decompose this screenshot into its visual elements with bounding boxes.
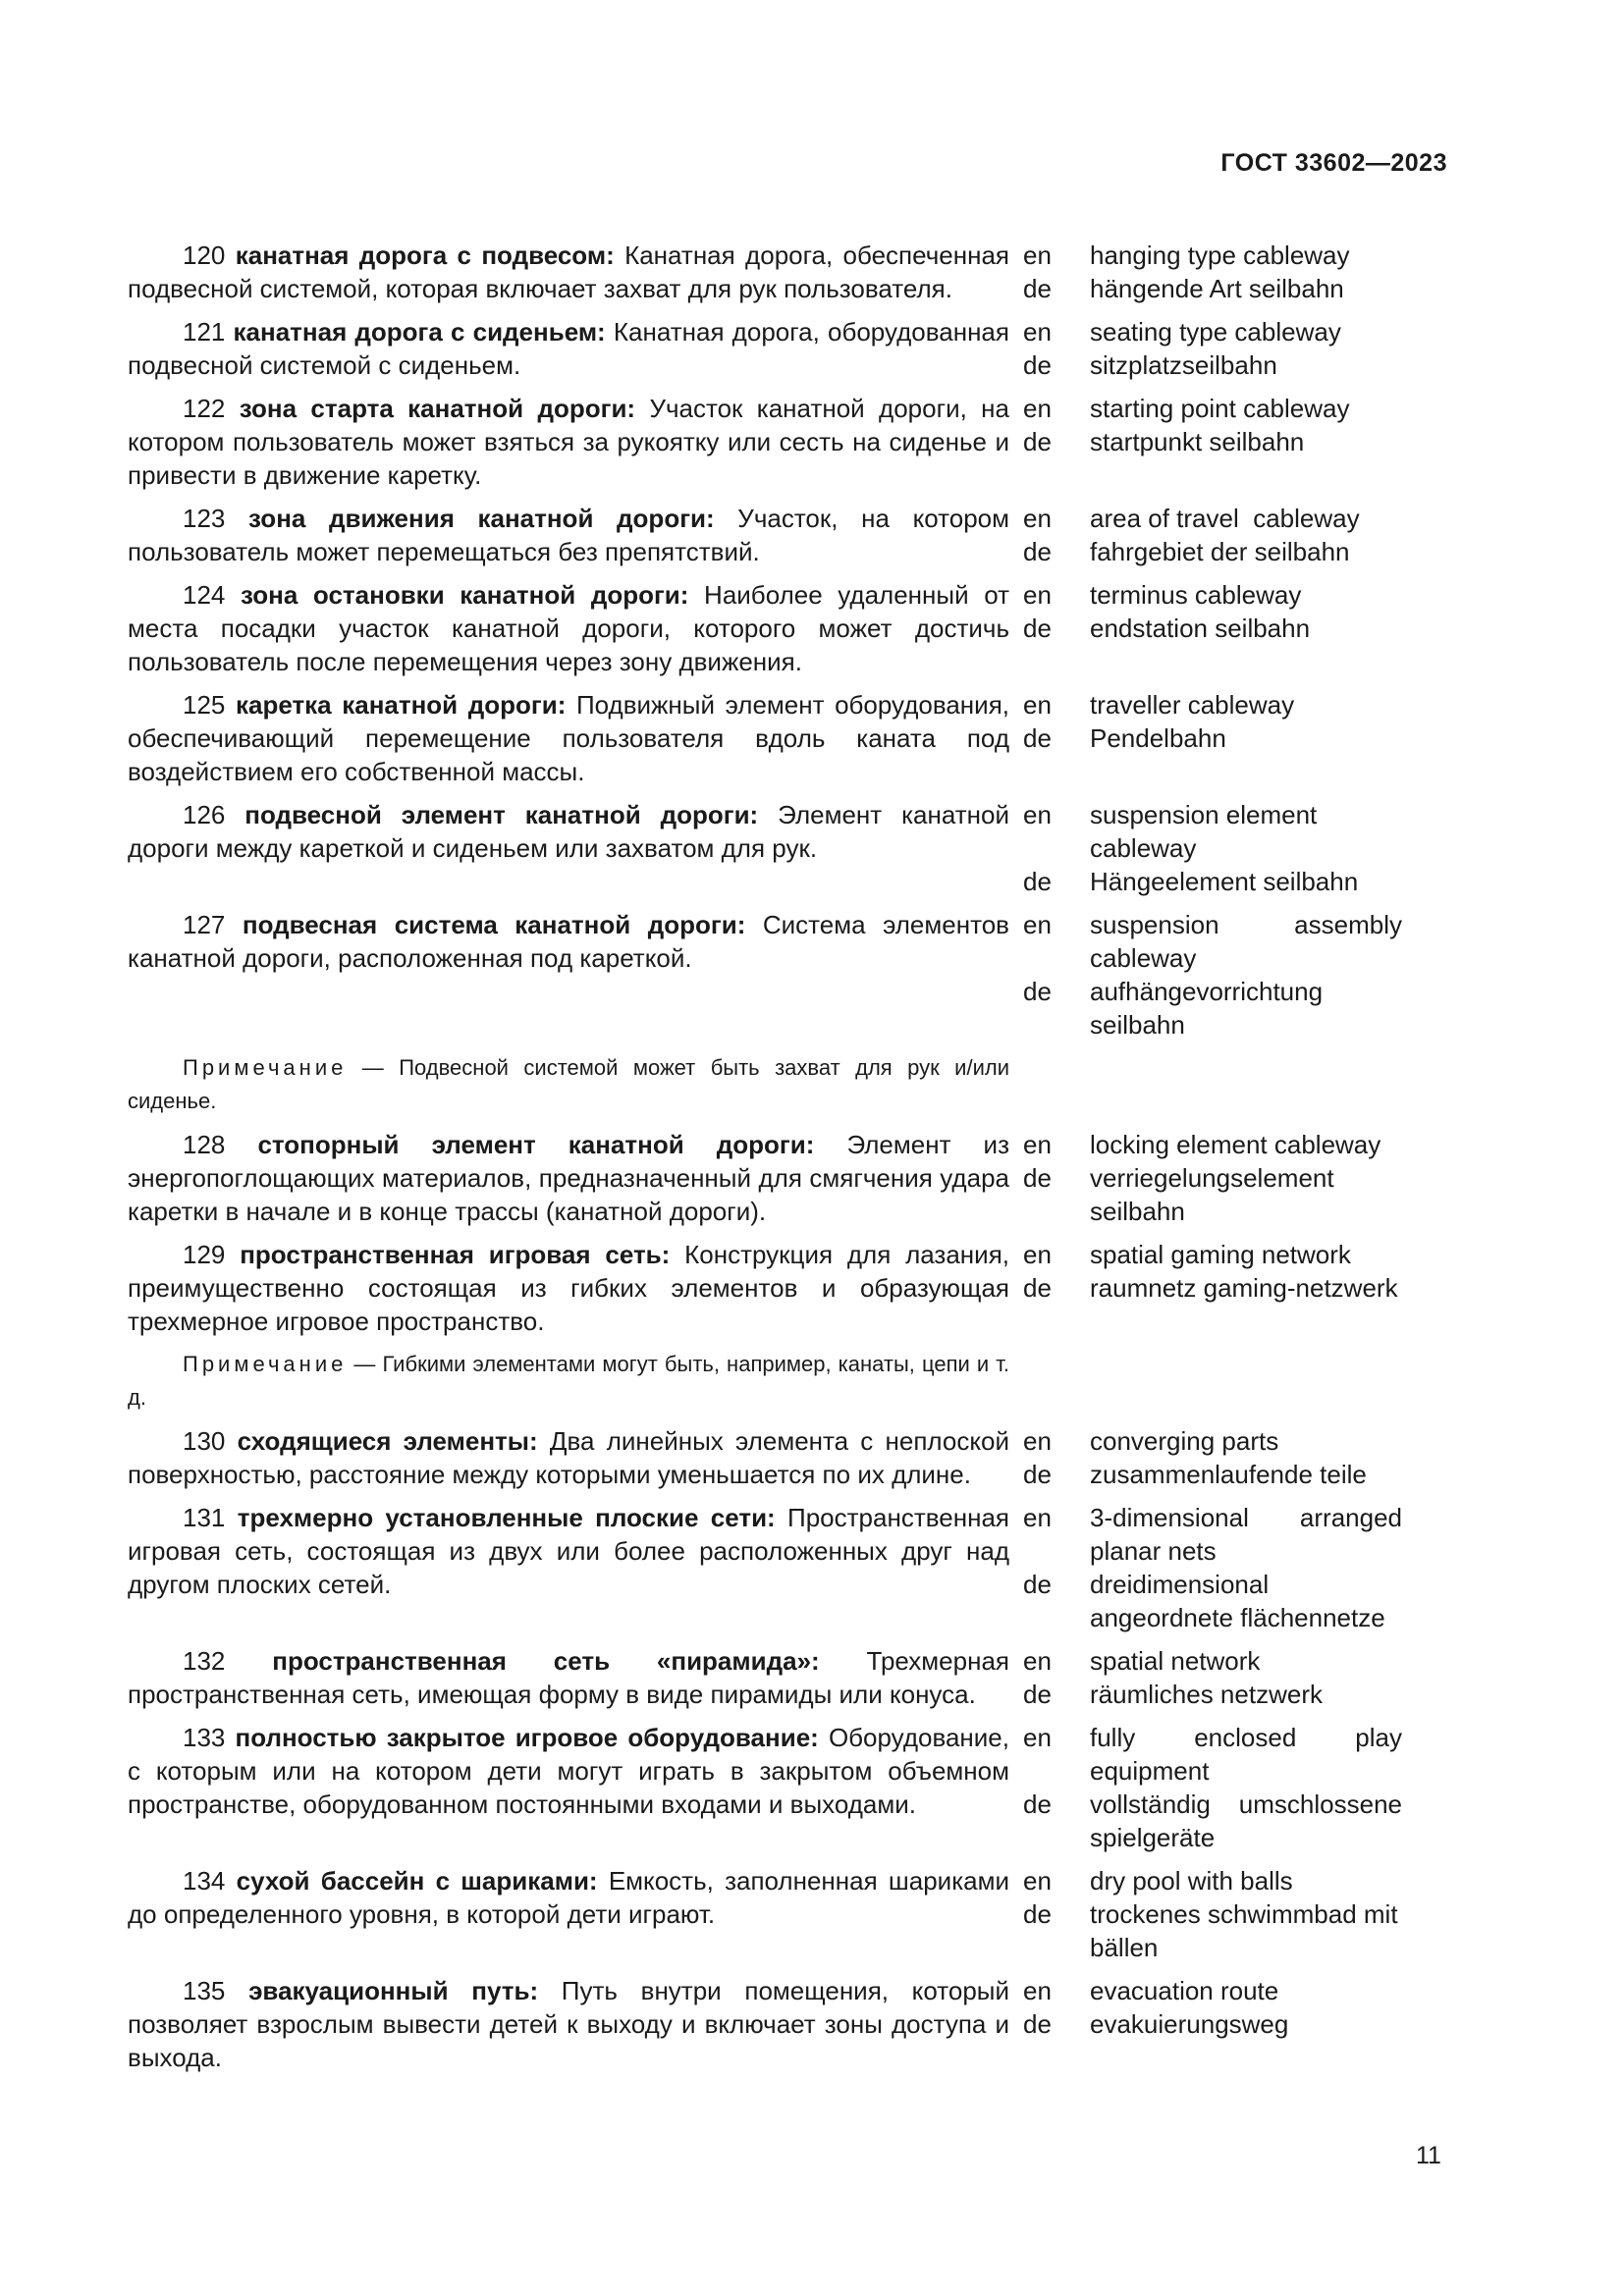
term-title: эвакуационный путь:	[248, 1976, 539, 2005]
translation-en: spatial gaming network	[1090, 1240, 1351, 1269]
term-entry-131	[128, 1501, 1434, 1634]
translation-en: seating type cableway	[1090, 317, 1341, 347]
term-definition: 133 полностью закрытое игровое оборудование: Оборудование, с которым или на котором дети могут играть в закрытом объемном пространстве, оборудованном постоянными входами и выходами.	[128, 1723, 1009, 1819]
lang-code-en: en	[1023, 317, 1052, 347]
lang-code-de: de	[1023, 1680, 1052, 1709]
term-entry-126	[128, 798, 1434, 898]
translation-de: vollständig umschlossene spielgeräte	[1090, 1789, 1402, 1852]
lang-code-en: en	[1023, 910, 1052, 939]
lang-code-de: de	[1023, 1460, 1052, 1489]
translation-de: endstation seilbahn	[1090, 614, 1311, 643]
term-definition: 130 сходящиеся элементы: Два линейных элемента с неплоской поверхностью, расстояние между которыми уменьшается по их длине.	[128, 1426, 1010, 1489]
term-entry-127	[128, 908, 1434, 1041]
term-entry-128	[128, 1128, 1434, 1228]
note-label: Примечание	[183, 1352, 348, 1376]
document-header: ГОСТ 33602—2023	[1220, 149, 1447, 177]
note-129: Примечание — Гибкими элементами могут быть, например, канаты, цепи и т. д.	[128, 1352, 1009, 1410]
translation-de: räumliches netzwerk	[1090, 1680, 1323, 1709]
term-definition: 120 канатная дорога с подвесом: Канатная дорога, обеспеченная подвесной системой, которая включает захват для рук пользователя.	[128, 240, 1009, 303]
translations	[1023, 1238, 1434, 1338]
term-title: полностью закрытое игровое оборудование:	[235, 1723, 819, 1752]
translations	[1023, 1974, 1434, 2074]
term-title: каретка канатной дороги:	[235, 690, 567, 720]
term-title: канатная дорога с подвесом:	[235, 240, 615, 270]
lang-code-de: de	[1023, 274, 1052, 303]
lang-code-de: de	[1023, 1789, 1052, 1819]
lang-code-en: en	[1023, 1976, 1052, 2005]
translation-en: starting point cableway	[1090, 394, 1350, 423]
term-entry-129	[128, 1238, 1434, 1338]
translations	[1023, 1128, 1434, 1228]
lang-code-en: en	[1023, 580, 1052, 610]
lang-code-en: en	[1023, 690, 1052, 720]
terms-list	[128, 239, 1434, 2084]
lang-code-de: de	[1023, 614, 1052, 643]
lang-code-en: en	[1023, 1723, 1052, 1752]
lang-code-en: en	[1023, 1503, 1052, 1532]
translation-en: area of travel cableway	[1090, 504, 1360, 533]
term-entry-133	[128, 1721, 1434, 1854]
lang-code-de: de	[1023, 1163, 1052, 1193]
term-title: сухой бассейн с шариками:	[236, 1866, 598, 1896]
note-label: Примечание	[183, 1055, 348, 1080]
lang-code-de: de	[1023, 723, 1052, 753]
translation-en: dry pool with balls	[1090, 1866, 1293, 1896]
translations	[1023, 1864, 1434, 1964]
term-definition: 131 трехмерно установленные плоские сети: Пространственная игровая сеть, состоящая из двух или более расположенных друг над другом плоских сетей.	[128, 1503, 1009, 1599]
translations	[1023, 798, 1434, 898]
translation-de: verriegelungselement seilbahn	[1090, 1163, 1334, 1226]
term-title: зона движения канатной дороги:	[248, 504, 715, 533]
term-definition: 127 подвесная система канатной дороги: Система элементов канатной дороги, расположенная под кареткой.	[128, 910, 1009, 973]
translation-en: hanging type cableway	[1090, 240, 1350, 270]
term-title: пространственная игровая сеть:	[240, 1240, 671, 1269]
term-title: зона старта канатной дороги:	[239, 394, 636, 423]
term-entry-134	[128, 1864, 1434, 1964]
term-definition: 134 сухой бассейн с шариками: Емкость, заполненная шариками до определенного уровня, в которой дети играют.	[128, 1866, 1009, 1929]
translation-de: sitzplatzseilbahn	[1090, 350, 1277, 380]
term-entry-132	[128, 1644, 1434, 1711]
term-title: подвесной элемент канатной дороги:	[244, 800, 759, 829]
translation-de: raumnetz gaming-netzwerk	[1090, 1273, 1398, 1303]
lang-code-de: de	[1023, 350, 1052, 380]
translations	[1023, 908, 1434, 1041]
term-definition: 124 зона остановки канатной дороги: Наиболее удаленный от места посадки участок канатной дороги, которого может достичь пользователь после перемещения через зону движения.	[128, 580, 1009, 676]
term-definition: 123 зона движения канатной дороги: Участок, на котором пользователь может перемещаться без препятствий.	[128, 504, 1009, 566]
lang-code-en: en	[1023, 1426, 1052, 1456]
lang-code-de: de	[1023, 537, 1052, 566]
lang-code-de: de	[1023, 427, 1052, 456]
lang-code-en: en	[1023, 1130, 1052, 1159]
lang-code-de: de	[1023, 977, 1052, 1006]
page-number: 11	[1416, 2142, 1441, 2169]
lang-code-en: en	[1023, 394, 1052, 423]
translation-de: evakuierungsweg	[1090, 2009, 1289, 2039]
translation-de: hängende Art seilbahn	[1090, 274, 1344, 303]
term-title: канатная дорога с сиденьем:	[233, 317, 606, 347]
term-entry-121	[128, 315, 1434, 382]
translation-en: evacuation route	[1090, 1976, 1279, 2005]
lang-code-en: en	[1023, 1646, 1052, 1676]
term-definition: 126 подвесной элемент канатной дороги: Элемент канатной дороги между кареткой и сиденьем или захватом для рук.	[128, 800, 1009, 863]
translation-de: Pendelbahn	[1090, 723, 1226, 753]
term-title: пространственная сеть «пирамида»:	[272, 1646, 820, 1676]
term-title: подвесная система канатной дороги:	[242, 910, 746, 939]
translations	[1023, 315, 1434, 382]
term-definition: 121 канатная дорога с сиденьем: Канатная дорога, оборудованная подвесной системой с сиденьем.	[128, 317, 1009, 380]
translation-en: traveller cableway	[1090, 690, 1295, 720]
translation-de: trockenes schwimmbad mit bällen	[1090, 1899, 1398, 1962]
term-title: сходящиеся элементы:	[237, 1426, 538, 1456]
translation-en: suspension assembly cableway	[1090, 910, 1402, 973]
translations	[1023, 688, 1434, 788]
lang-code-de: de	[1023, 867, 1052, 896]
lang-code-de: de	[1023, 2009, 1052, 2039]
translations	[1023, 239, 1434, 305]
term-entry-124	[128, 578, 1434, 678]
term-definition: 128 стопорный элемент канатной дороги: Элемент из энергопоглощающих материалов, предназначенный для смягчения удара каретки в начале и в конце трассы (канатной дороги).	[128, 1130, 1009, 1226]
term-entry-123	[128, 502, 1434, 568]
translations	[1023, 502, 1434, 568]
lang-code-de: de	[1023, 1273, 1052, 1303]
term-definition: 122 зона старта канатной дороги: Участок канатной дороги, на котором пользователь может взяться за рукоятку или сесть на сиденье и привести в движение каретку.	[128, 394, 1009, 490]
translation-en: suspension element cableway	[1090, 800, 1318, 863]
term-entry-130	[128, 1424, 1434, 1491]
translation-en: spatial network	[1090, 1646, 1261, 1676]
lang-code-en: en	[1023, 1240, 1052, 1269]
translation-de: zusammenlaufende teile	[1090, 1460, 1367, 1489]
term-title: трехмерно установленные плоские сети:	[237, 1503, 776, 1532]
translation-de: dreidimensional angeordnete flächennetze	[1090, 1570, 1385, 1632]
translation-de: Hängeelement seilbahn	[1090, 867, 1359, 896]
lang-code-de: de	[1023, 1570, 1052, 1599]
note-127: Примечание — Подвесной системой может быть захват для рук и/или сиденье.	[128, 1055, 1009, 1113]
translations	[1023, 392, 1434, 492]
term-entry-122	[128, 392, 1434, 492]
term-definition: 132 пространственная сеть «пирамида»: Трехмерная пространственная сеть, имеющая форму в виде пирамиды или конуса.	[128, 1646, 1009, 1709]
translations	[1023, 1721, 1434, 1854]
term-title: стопорный элемент канатной дороги:	[257, 1130, 815, 1159]
translation-en: locking element cableway	[1090, 1130, 1381, 1159]
term-definition: 129 пространственная игровая сеть: Конструкция для лазания, преимущественно состоящая из гибких элементов и образующая трехмерное игровое пространство.	[128, 1240, 1009, 1336]
lang-code-en: en	[1023, 504, 1052, 533]
term-definition: 125 каретка канатной дороги: Подвижный элемент оборудования, обеспечивающий перемещение пользователя вдоль каната под воздействием его собственной массы.	[128, 690, 1009, 786]
lang-code-en: en	[1023, 800, 1052, 829]
translations	[1023, 1501, 1434, 1634]
term-title: зона остановки канатной дороги:	[241, 580, 689, 610]
term-entry-125	[128, 688, 1434, 788]
translations	[1023, 1644, 1434, 1711]
term-entry-120	[128, 239, 1434, 305]
translation-en: 3-dimensional arranged planar nets	[1090, 1503, 1402, 1566]
lang-code-en: en	[1023, 1866, 1052, 1896]
translations	[1023, 578, 1434, 678]
translation-de: fahrgebiet der seilbahn	[1090, 537, 1350, 566]
lang-code-en: en	[1023, 240, 1052, 270]
translation-en: terminus cableway	[1090, 580, 1302, 610]
translation-de: aufhängevorrichtung seilbahn	[1090, 977, 1324, 1040]
lang-code-de: de	[1023, 1899, 1052, 1929]
translation-en: fully enclosed play equipment	[1090, 1723, 1402, 1786]
term-definition: 135 эвакуационный путь: Путь внутри помещения, который позволяет взрослым вывести детей к выходу и включает зоны доступа и выхода.	[128, 1976, 1009, 2072]
term-entry-135	[128, 1974, 1434, 2074]
translation-de: startpunkt seilbahn	[1090, 427, 1305, 456]
translations	[1023, 1424, 1434, 1491]
translation-en: converging parts	[1090, 1426, 1279, 1456]
